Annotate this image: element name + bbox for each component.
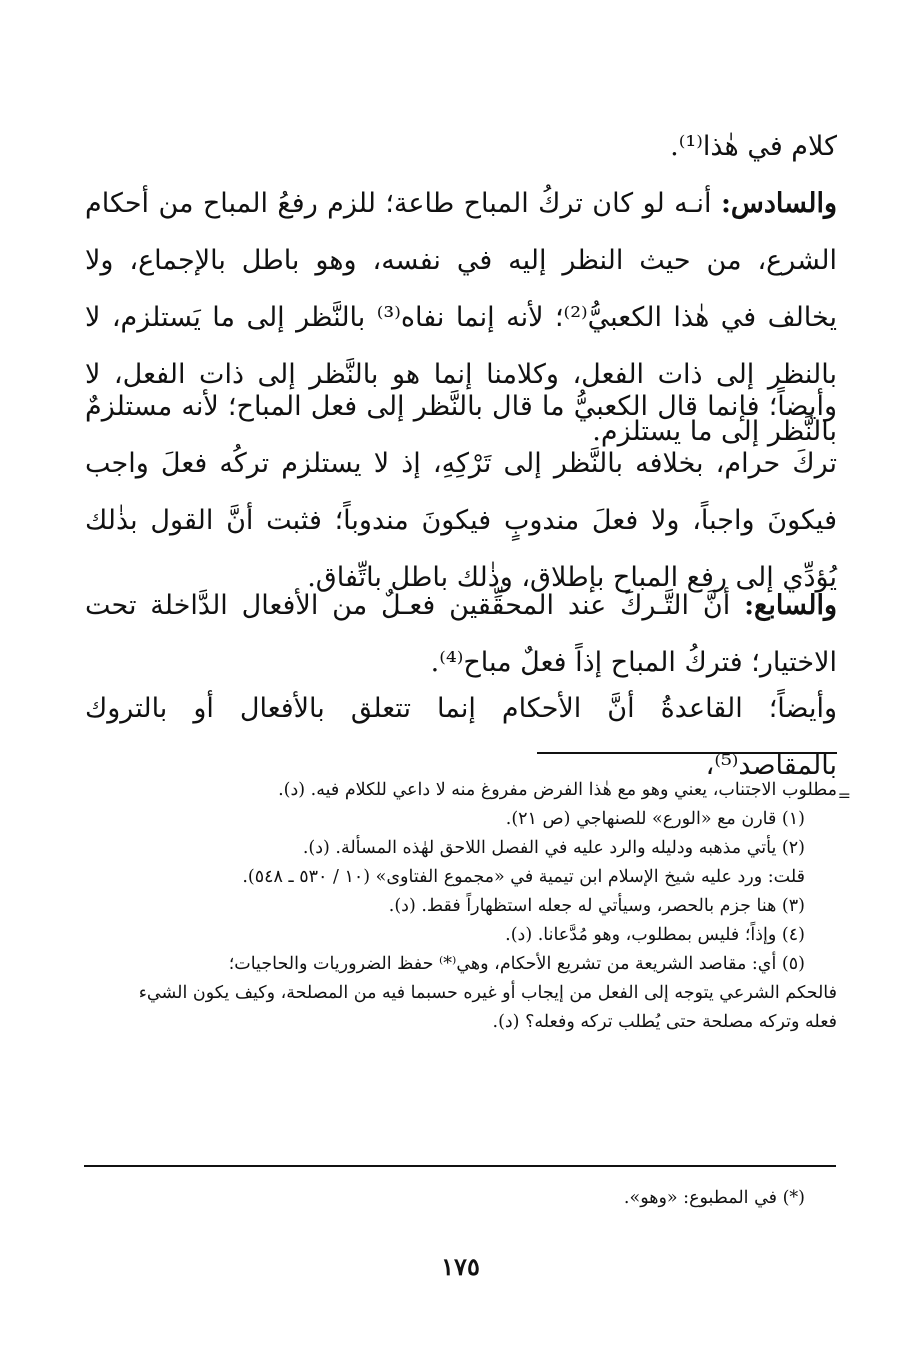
footnote-4: (٤) وإذاً؛ فليس بمطلوب، وهو مُدَّعانا. (د). [505,925,805,945]
paragraph-intro-text: كلام في هٰذا⁽¹⁾. [670,131,837,162]
footnote-1: (١) قارن مع «الورع» للصنهاجي (ص ٢١). [505,809,805,829]
paragraph-seventh-text: أنَّ التَّـركَ عند المحقِّقين فعـلٌ من الأفعال الدَّاخلة تحت الاختيار؛ فتركُ المباح إذاً فعلٌ مباح⁽⁴⁾. [85,590,837,678]
footnote-separator [537,752,837,754]
paragraph-sixth-text: أنـه لو كان تركُ المباح طاعة؛ للزم رفعُ المباح من أحكام الشرع، من حيث النظر إليه في نفسه، وهو باطل بالإجماع، ولا يخالف في هٰذا الكعبيُّ⁽²⁾؛ لأنه إنما نفاه⁽³⁾ بالنَّظر إلى ما يَستلزم، لا بالنظر إلى ذات الفعل، وكلامنا إنما هو بالنَّظر إلى ذات الفعل، لا بالنَّظر إلى ما يستلزم. [85,188,837,447]
paragraph-also-2-text: وأيضاً؛ القاعدةُ أنَّ الأحكام إنما تتعلق بالأفعال أو بالتروك بالمقاصد⁽⁵⁾، [85,693,837,781]
editor-note [85,1184,837,1213]
page-number: ١٧٥ [441,1252,480,1281]
footnote-5-cont-1: فالحكم الشرعي يتوجه إلى الفعل من إيجاب أو غيره حسبما فيه من المصلحة، وكيف يكون الشيء [138,983,837,1003]
paragraph-sixth-lead: والسادس: [720,188,837,219]
footnote-2: (٢) يأتي مذهبه ودليله والرد عليه في الفصل اللاحق لهٰذه المسألة. (د). [302,838,805,858]
paragraph-also-1-text: وأيضاً؛ فإنما قال الكعبيُّ ما قال بالنَّظر إلى فعل المباح؛ لأنه مستلزمٌ تركَ حرام، بخلافه بالنَّظر إلى تَرْكِهِ، إذ لا يستلزم تركُه فعلَ واجب فيكونَ واجباً، ولا فعلَ مندوبٍ فيكونَ مندوباً؛ فثبت أنَّ القول بذٰلك يُؤدِّي إلى رفع المباح بإطلاق، وذٰلك باطل باتِّفاق. [85,391,837,593]
paragraph-seventh [85,577,837,691]
footnote-3: (٣) هنا جزم بالحصر، وسيأتي له جعله استظهاراً فقط. (د). [388,896,805,916]
continuation-mark: = [837,786,851,805]
footnote-2-note: قلت: ورد عليه شيخ الإسلام ابن تيمية في «مجموع الفتاوى» (١٠ / ٥٣٠ ـ ٥٤٨). [242,867,805,887]
footnotes [85,776,837,1037]
footnote-continuation: مطلوب الاجتناب، يعني وهو مع هٰذا الفرض مفروغ منه لا داعي للكلام فيه. (د). [278,780,837,800]
footnote-5-cont-2: فعله وتركه مصلحة حتى يُطلب تركه وفعله؟ (د). [492,1012,837,1032]
editor-note-star: (*) في المطبوع: «وهو». [623,1188,805,1208]
paragraph-seventh-lead: والسابع: [744,590,837,621]
paragraph-also-1 [85,378,837,606]
footnote-bottom-rule [84,1165,836,1167]
footnote-5: (٥) أي: مقاصد الشريعة من تشريع الأحكام، وهي⁽*⁾ حفظ الضروريات والحاجيات؛ [228,954,805,974]
paragraph-intro [85,118,837,175]
